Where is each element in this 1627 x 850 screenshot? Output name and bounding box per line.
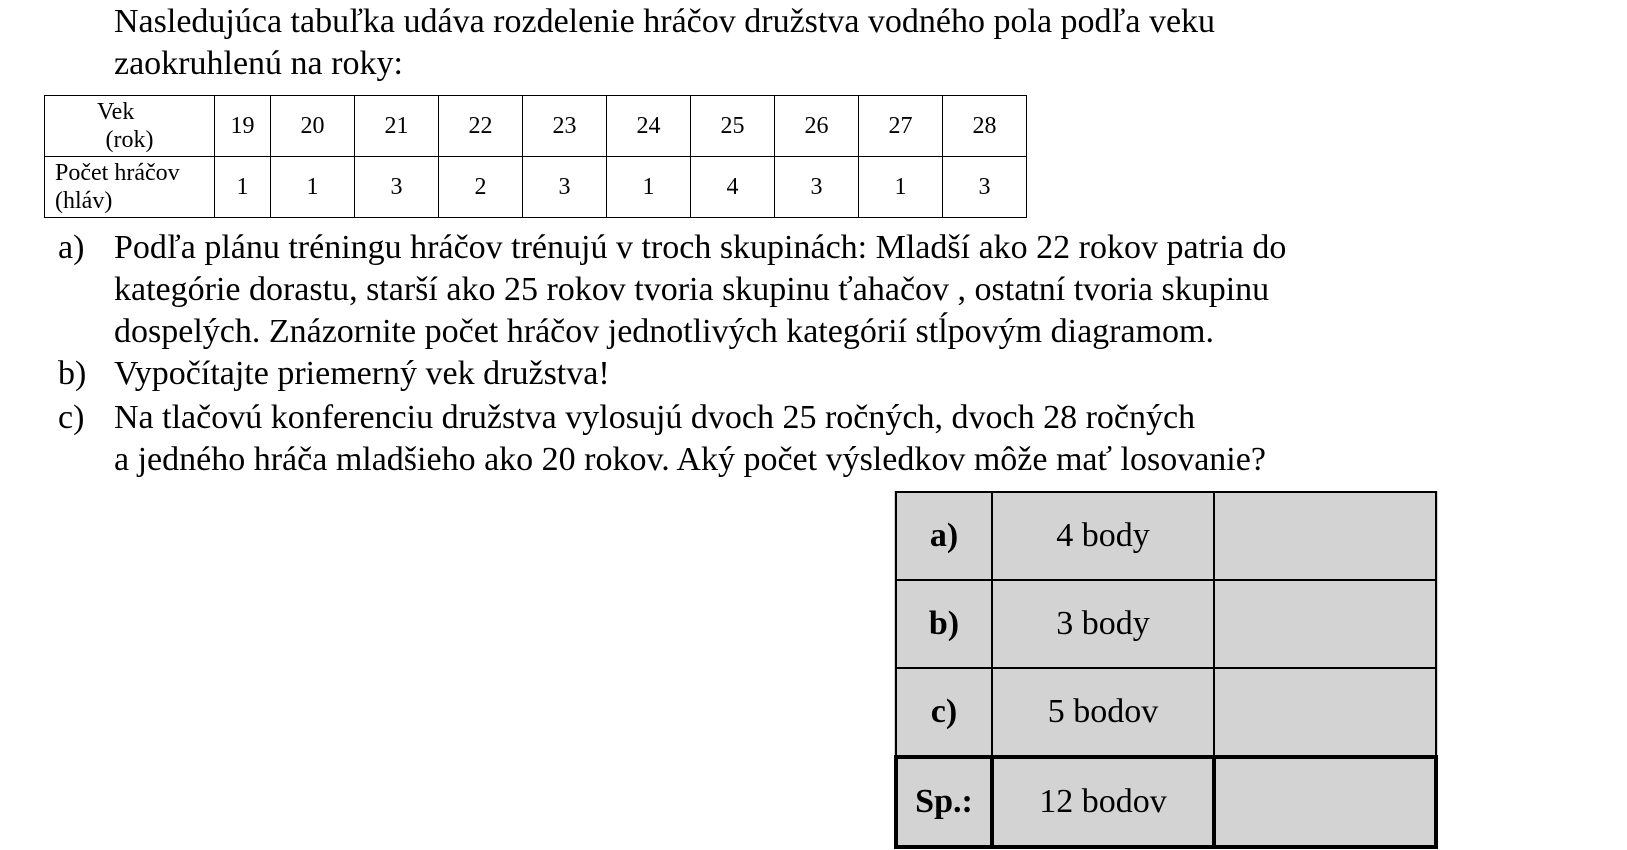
intro-line-1: Nasledujúca tabuľka udáva rozdelenie hráčov družstva vodného pola podľa veku [114, 3, 1216, 40]
count-cell: 3 [775, 157, 859, 218]
score-points: 3 body [992, 580, 1214, 668]
age-cell: 24 [607, 96, 691, 157]
score-total-points: 12 bodov [992, 757, 1214, 847]
count-cell: 1 [859, 157, 943, 218]
score-label: a) [896, 492, 992, 580]
age-cell: 21 [355, 96, 439, 157]
count-cell: 3 [355, 157, 439, 218]
question-c-line-1: Na tlačovú konferenciu družstva vylosujú dvoch 25 ročných, dvoch 28 ročných [114, 399, 1196, 436]
score-row-a [896, 492, 1436, 580]
score-label: c) [896, 668, 992, 757]
score-points: 5 bodov [992, 668, 1214, 757]
age-cell: 22 [439, 96, 523, 157]
age-cell: 23 [523, 96, 607, 157]
question-a-marker: a) [58, 229, 85, 266]
score-blank-cell[interactable] [1214, 492, 1436, 580]
count-cell: 1 [271, 157, 355, 218]
scoring-table [894, 491, 1438, 849]
question-b-marker: b) [58, 355, 87, 392]
age-cell: 19 [215, 96, 271, 157]
age-distribution-table [44, 95, 1027, 218]
count-cell: 4 [691, 157, 775, 218]
score-blank-cell[interactable] [1214, 668, 1436, 757]
count-cell: 1 [607, 157, 691, 218]
age-label: Vek [97, 99, 135, 125]
count-row-header [45, 157, 215, 218]
question-c-marker: c) [58, 399, 85, 436]
score-total-label: Sp.: [896, 757, 992, 847]
age-cell: 20 [271, 96, 355, 157]
age-cell: 25 [691, 96, 775, 157]
score-row-total [896, 757, 1436, 847]
count-row [45, 157, 1027, 218]
count-cell: 3 [523, 157, 607, 218]
score-total-blank-cell[interactable] [1214, 757, 1436, 847]
age-row-header [45, 96, 215, 157]
score-label: b) [896, 580, 992, 668]
age-cell: 27 [859, 96, 943, 157]
count-cell: 1 [215, 157, 271, 218]
count-cell: 2 [439, 157, 523, 218]
score-row-b [896, 580, 1436, 668]
question-a-line-1: Podľa plánu tréningu hráčov trénujú v troch skupinách: Mladší ako 22 rokov patria do [114, 229, 1287, 266]
intro-line-2: zaokruhlenú na roky: [114, 45, 403, 82]
question-a-line-2: kategórie dorastu, starší ako 25 rokov tvoria skupinu ťahačov , ostatní tvoria skupinu [114, 271, 1270, 308]
question-c-line-2: a jedného hráča mladšieho ako 20 rokov. Aký počet výsledkov môže mať losovanie? [114, 441, 1266, 478]
score-row-c [896, 668, 1436, 757]
count-unit-label: (hláv) [55, 188, 113, 214]
count-cell: 3 [943, 157, 1027, 218]
age-cell: 28 [943, 96, 1027, 157]
age-row [45, 96, 1027, 157]
question-b-line-1: Vypočítajte priemerný vek družstva! [114, 355, 610, 392]
age-cell: 26 [775, 96, 859, 157]
age-unit-label: (rok) [105, 127, 154, 153]
count-label: Počet hráčov [55, 160, 180, 186]
score-blank-cell[interactable] [1214, 580, 1436, 668]
question-a-line-3: dospelých. Znázornite počet hráčov jednotlivých kategórií stĺpovým diagramom. [114, 313, 1214, 350]
score-points: 4 body [992, 492, 1214, 580]
